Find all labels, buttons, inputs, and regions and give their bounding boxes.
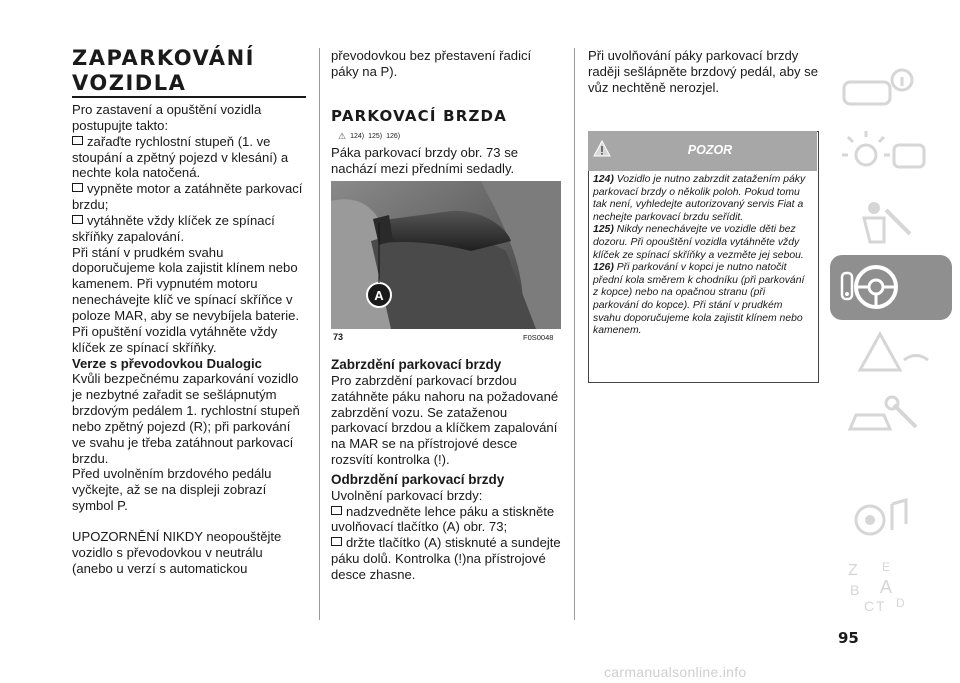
svg-text:C: C — [864, 598, 875, 614]
section-title: PARKOVACÍ BRZDA — [331, 107, 508, 125]
column-divider — [319, 48, 320, 620]
svg-text:E: E — [882, 560, 891, 574]
release-advice-text: Při uvolňování páky parkovací brzdy raději sešlápněte brzdový pedál, aby se vůz nechtěně nerozjel. — [588, 48, 819, 95]
engage-text: Pro zabrzdění parkovací brzdou zatáhněte páku nahoru na požadované zabrzdění vozu. Se zataženou parkovací brzdou a klíčkem zapalování na MAR se na přístrojové desce rozsvítí kontrolka (!). — [331, 372, 559, 468]
title-line-1: ZAPARKOVÁNÍ — [72, 46, 255, 70]
column-divider — [574, 48, 575, 620]
watermark-text: carmanualsonline.info — [604, 664, 747, 680]
warning-item: 126) Při parkování v kopci je nutno natočit přední kola směrem k chodníku (při parkování z kopce) nebo na opačnou stranu (při parkování do kopce). Při stání v prudkém svahu doporučujeme kola zajistit klínem nebo kamenem. — [593, 262, 805, 337]
page-number: 95 — [838, 629, 859, 647]
svg-text:B: B — [850, 582, 860, 598]
svg-text:T: T — [876, 598, 885, 614]
column-2-top — [331, 48, 561, 80]
sidebar-tab-emergency[interactable] — [830, 320, 952, 385]
sidebar-tab-index[interactable] — [830, 555, 952, 620]
sidebar-tab-car-info[interactable] — [830, 60, 952, 125]
figure-code: F0S0048 — [523, 333, 554, 342]
release-text: Uvolnění parkovací brzdy: — [331, 487, 483, 503]
warning-refs: ⚠ 124) 125) 126) — [338, 131, 401, 141]
warning-text: UPOZORNĚNÍ NIKDY neopouštějte vozidlo s převodovkou v neutrálu (anebo u verzí s automatickou — [72, 528, 282, 576]
warning-item: 125) Nikdy nenechávejte ve vozidle děti bez dozoru. Při opouštění vozidla vytáhněte vždy klíček ze spínací skříňky a vezměte jej sebou. — [593, 224, 804, 261]
svg-text:A: A — [880, 577, 893, 597]
subtitle-engage: Zabrzdění parkovací brzdy — [331, 357, 502, 372]
brake-warning-light-icon: (!). — [433, 452, 450, 468]
figure-number: 73 — [333, 332, 344, 342]
warning-box-title: POZOR — [687, 143, 733, 157]
bullet-box-icon — [72, 215, 83, 224]
sidebar-tab-safety[interactable] — [830, 190, 952, 255]
figure-handbrake — [331, 181, 561, 329]
brake-warning-light-icon: (!) — [454, 551, 467, 567]
bullet-box-icon — [331, 537, 342, 546]
column-2-bottom — [331, 357, 561, 583]
warning-triangle-icon — [593, 140, 611, 163]
media-icon — [830, 490, 952, 555]
lever-location — [331, 145, 561, 177]
subtitle-dualogic: Verze s převodovkou Dualogic — [72, 355, 262, 371]
warning-triangle-icon: ⚠ — [338, 131, 347, 141]
warning-list — [593, 174, 812, 338]
warning-item: 124) Vozidlo je nutno zabrzdit zatažením páky parkovací brzdy o několik poloh. Pokud tomu tak není, vyhledejte autorizovaný servis Fiat a nechejte parkovací brzdu seřídit. — [593, 174, 806, 223]
index-letters-icon — [830, 555, 952, 620]
list-item: nadzvedněte lehce páku a stiskněte uvolňovací tlačítko (A) obr. 73; — [331, 503, 555, 535]
bullet-box-icon — [72, 136, 83, 145]
list-item: držte tlačítko (A) stisknuté a sundejte páku dolů. Kontrolka (!)na přístrojové desce zhasne. — [331, 535, 561, 582]
figure-label-a: A — [374, 288, 384, 303]
title-rule — [72, 96, 306, 98]
wrench-car-icon — [830, 385, 952, 450]
list-item: vytáhněte vždy klíček ze spínací skříňky zapalování. — [72, 212, 275, 244]
steering-key-icon — [830, 255, 952, 320]
lever-text: Páka parkovací brzdy obr. 73 se nachází mezi předními sedadly. — [331, 145, 519, 176]
slope-text: Při stání v prudkém svahu doporučujeme kola zajistit klínem nebo kamenem. Při vypnutém motoru nenechávejte klíč ve spínací skříňce v poloze MAR, aby se nevybíjela baterie. Při opuštění vozidla vytáhněte vždy klíček ze spínací skříňky. — [72, 244, 300, 355]
column-3-top — [588, 48, 818, 96]
dashboard-lights-icon — [830, 125, 952, 190]
intro-text: Pro zastavení a opuštění vozidla postupujte takto: — [72, 102, 262, 133]
car-info-icon — [830, 60, 952, 125]
svg-text:Z: Z — [848, 562, 858, 579]
subtitle-release: Odbrzdění parkovací brzdy — [331, 471, 505, 487]
bullet-box-icon — [331, 506, 342, 515]
handbrake-illustration — [331, 181, 561, 329]
column-1 — [72, 102, 306, 576]
title-line-2: VOZIDLA — [72, 71, 187, 95]
pedal-text: Před uvolněním brzdového pedálu vyčkejte, až se na displeji zobrazí symbol P. — [72, 466, 272, 514]
list-item: vypněte motor a zatáhněte parkovací brzdu; — [72, 181, 303, 213]
airbag-seat-icon — [830, 190, 952, 255]
warning-road-icon — [830, 320, 952, 385]
list-item: zařaďte rychlostní stupeň (1. ve stoupání a zpětný pojezd v klesání) a nechte kola natočená. — [72, 133, 289, 181]
bullet-box-icon — [72, 183, 83, 192]
sidebar-tab-starting-driving[interactable] — [830, 255, 952, 320]
sidebar-tab-multimedia[interactable] — [830, 490, 952, 555]
dualogic-text: Kvůli bezpečnému zaparkování vozidlo je nezbytné zařadit se sešlápnutým brzdovým pedálem 1. rychlostní stupeň nebo zpětný pojezd (R); při parkování ve svahu je třeba zatáhnout parkovací brzdu. — [72, 371, 300, 466]
sidebar-tab-dashboard[interactable] — [830, 125, 952, 190]
page-title — [72, 46, 306, 96]
continued-text: převodovkou bez přestavení řadicí páky na P). — [331, 48, 532, 79]
sidebar-tab-maintenance[interactable] — [830, 385, 952, 450]
svg-text:D: D — [896, 596, 905, 610]
